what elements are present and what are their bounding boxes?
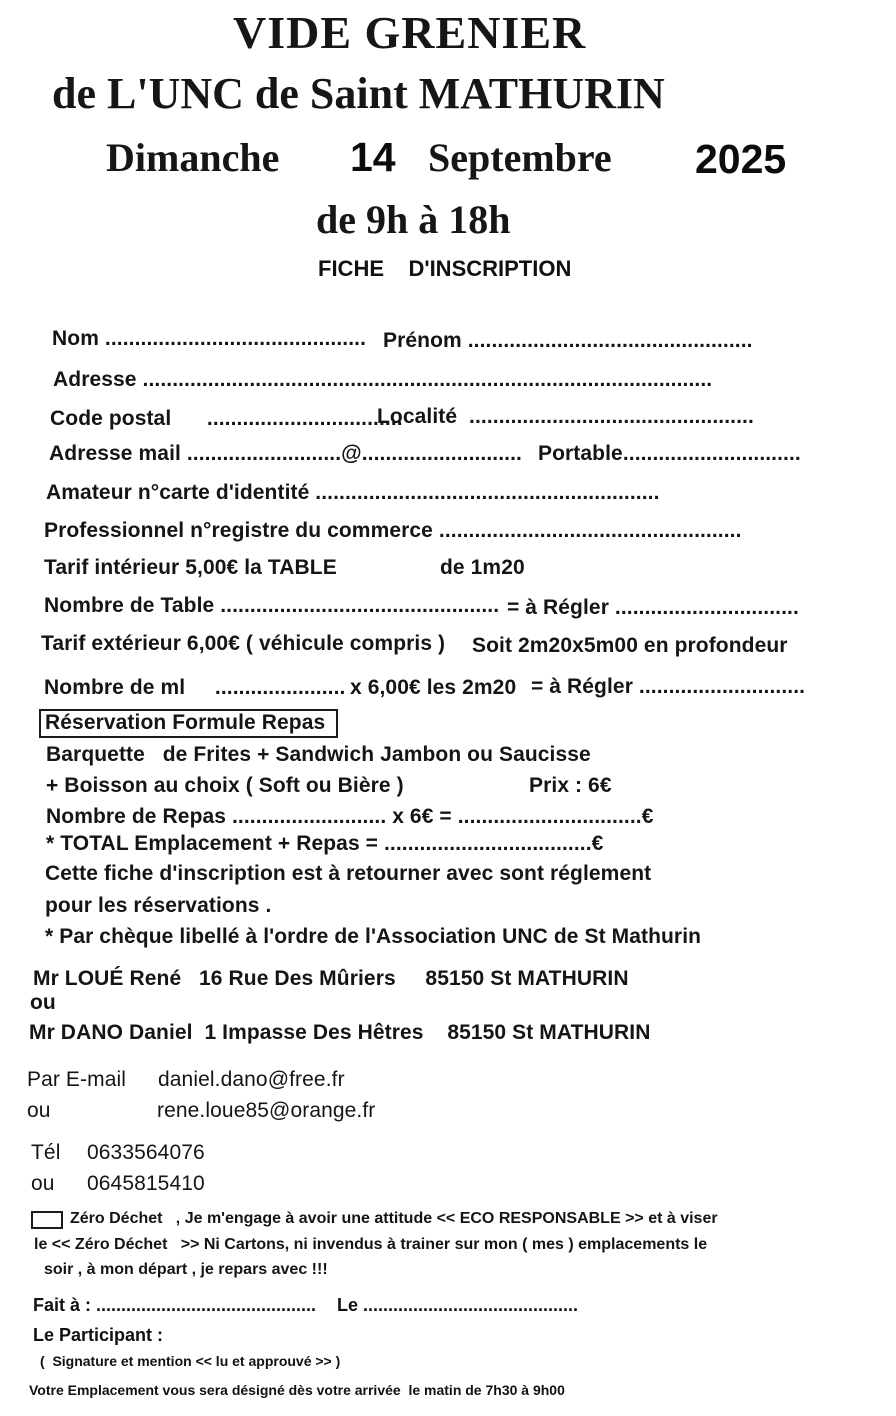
email-ou: ou: [27, 1099, 51, 1122]
repas-line1: Barquette de Frites + Sandwich Jambon ou Saucisse: [46, 743, 591, 766]
nombre-ml-field[interactable]: Nombre de ml ......................: [44, 676, 346, 699]
emplacement-note: Votre Emplacement vous sera désigné dès votre arrivée le matin de 7h30 à 9h00: [29, 1382, 565, 1398]
nombre-repas-field[interactable]: Nombre de Repas .......................... x 6€ = ...............................€: [46, 805, 654, 828]
instructions-line2: pour les réservations .: [45, 894, 272, 917]
a-regler-ml-field[interactable]: = à Régler ............................: [531, 675, 806, 698]
event-title: VIDE GRENIER: [233, 7, 587, 58]
tel-number-1[interactable]: 0633564076: [87, 1141, 205, 1164]
repas-price: Prix : 6€: [529, 774, 612, 797]
fait-a-field[interactable]: Fait à : ............................................: [33, 1295, 317, 1315]
tarif-interieur-size: de 1m20: [440, 556, 525, 579]
code-postal-field[interactable]: Code postal .................................: [50, 407, 403, 430]
contact-dano: Mr DANO Daniel 1 Impasse Des Hêtres 85150 St MATHURIN: [29, 1021, 651, 1044]
event-date-year: 2025: [695, 136, 787, 182]
a-regler-table-field[interactable]: = à Régler ...............................: [507, 596, 799, 619]
repas-line2: + Boisson au choix ( Soft ou Bière ): [46, 774, 404, 797]
eco-line1: Zéro Déchet , Je m'engage à avoir une attitude << ECO RESPONSABLE >> et à viser: [70, 1210, 718, 1227]
zero-dechet-checkbox[interactable]: [31, 1211, 63, 1229]
email-dano-link[interactable]: daniel.dano@free.fr: [158, 1068, 345, 1091]
event-date-day: Dimanche: [106, 135, 280, 180]
eco-line2: le << Zéro Déchet >> Ni Cartons, ni invendus à trainer sur mon ( mes ) emplacements le: [34, 1236, 708, 1253]
participant-label: Le Participant :: [33, 1325, 164, 1345]
prenom-field[interactable]: Prénom ................................................: [383, 329, 753, 352]
tel-number-2[interactable]: 0645815410: [87, 1172, 205, 1195]
adresse-field[interactable]: Adresse ................................................................................................: [53, 368, 713, 391]
total-field[interactable]: * TOTAL Emplacement + Repas = ...................................€: [46, 832, 604, 855]
tel-ou: ou: [31, 1172, 55, 1195]
event-date-number: 14: [350, 134, 396, 180]
event-date-month: Septembre: [428, 135, 612, 180]
nom-field[interactable]: Nom ............................................: [52, 327, 367, 350]
event-hours: de 9h à 18h: [316, 197, 511, 242]
amateur-id-field[interactable]: Amateur n°carte d'identité ..........................................................: [46, 481, 660, 504]
tarif-exterieur: Tarif extérieur 6,00€ ( véhicule compris ): [41, 632, 446, 655]
instructions-line1: Cette fiche d'inscription est à retourner avec sont réglement: [45, 862, 652, 885]
event-subtitle: de L'UNC de Saint MATHURIN: [52, 69, 665, 118]
contact-ou-1: ou: [30, 991, 56, 1014]
contact-loue: Mr LOUÉ René 16 Rue Des Mûriers 85150 St MATHURIN: [33, 967, 629, 990]
signature-area[interactable]: ( Signature et mention << lu et approuvé >> ): [40, 1353, 341, 1369]
professionnel-registre-field[interactable]: Professionnel n°registre du commerce ...................................................: [44, 519, 742, 542]
form-title: FICHE D'INSCRIPTION: [318, 256, 572, 281]
nombre-table-field[interactable]: Nombre de Table ...............................................: [44, 594, 500, 617]
eco-line3: soir , à mon départ , je repars avec !!!: [44, 1261, 328, 1278]
date-le-field[interactable]: Le ...........................................: [337, 1295, 579, 1315]
tel-label: Tél: [31, 1141, 61, 1164]
email-field[interactable]: Adresse mail ..........................@...........................: [49, 442, 522, 465]
tarif-exterieur-size: Soit 2m20x5m00 en profondeur: [472, 634, 788, 657]
tarif-interieur: Tarif intérieur 5,00€ la TABLE: [44, 556, 337, 579]
localite-field[interactable]: Localité ................................................: [377, 405, 754, 428]
portable-field[interactable]: Portable..............................: [538, 442, 801, 465]
email-loue-link[interactable]: rene.loue85@orange.fr: [157, 1099, 376, 1122]
email-label: Par E-mail: [27, 1068, 127, 1091]
ml-price: x 6,00€ les 2m20: [350, 676, 517, 699]
instructions-line3: * Par chèque libellé à l'ordre de l'Association UNC de St Mathurin: [45, 925, 702, 948]
repas-title: Réservation Formule Repas: [45, 711, 326, 734]
